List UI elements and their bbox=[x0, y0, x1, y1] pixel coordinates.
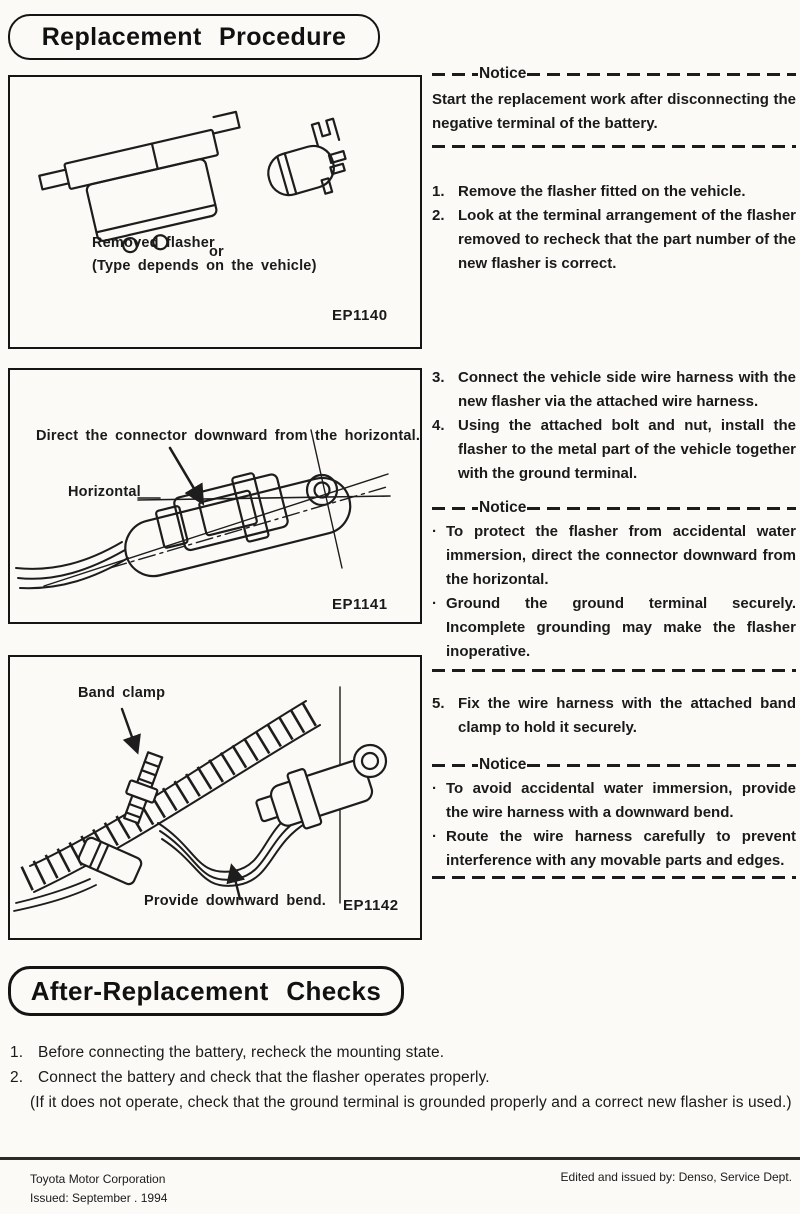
check-number: 2. bbox=[10, 1069, 24, 1086]
notice-1-text: Start the replacement work after disconnecting the negative terminal of the battery. bbox=[432, 91, 796, 132]
notice-label: Notice bbox=[479, 756, 527, 773]
step-text: Using the attached bolt and nut, install the flasher to the metal part of the vehicle together with the ground terminal. bbox=[458, 417, 796, 482]
footer-left bbox=[30, 1170, 167, 1208]
figure-ep1141 bbox=[8, 368, 422, 624]
step-text: Fix the wire harness with the attached band clamp to hold it securely. bbox=[458, 695, 796, 736]
bullet-text: To avoid accidental water immersion, provide the wire harness with a downward bend. bbox=[446, 780, 796, 821]
dash-line bbox=[432, 764, 478, 767]
footer-rule bbox=[0, 1157, 800, 1160]
footer-company: Toyota Motor Corporation bbox=[30, 1172, 166, 1186]
dashed-separator bbox=[432, 145, 796, 148]
step-4 bbox=[432, 414, 796, 486]
check-1 bbox=[10, 1040, 792, 1065]
figure-caption-line1: Removed flasher bbox=[92, 235, 215, 251]
notice-heading-1 bbox=[432, 62, 796, 86]
footer-issued: Issued: September . 1994 bbox=[30, 1191, 168, 1205]
dashed-separator bbox=[432, 876, 796, 879]
after-replacement-checks-list bbox=[10, 1040, 792, 1115]
downward-bend-label: Provide downward bend. bbox=[144, 893, 326, 909]
bullet-text: Route the wire harness carefully to prevent interference with any movable parts and edges. bbox=[446, 828, 796, 869]
notice-heading-3 bbox=[432, 753, 796, 777]
horizontal-label: Horizontal bbox=[68, 484, 141, 500]
check-number: 1. bbox=[10, 1044, 24, 1061]
step-2 bbox=[432, 204, 796, 276]
check-text: Before connecting the battery, recheck the mounting state. bbox=[38, 1044, 445, 1061]
bullet-dot: · bbox=[432, 828, 437, 845]
figure-code: EP1142 bbox=[343, 897, 399, 914]
step-text: Remove the flasher fitted on the vehicle. bbox=[458, 183, 746, 200]
footer-editor: Edited and issued by: Denso, Service Dept. bbox=[560, 1170, 792, 1184]
band-clamp-label: Band clamp bbox=[78, 685, 166, 701]
section-title-replacement-procedure bbox=[8, 14, 380, 60]
bullet-text: To protect the flasher from accidental water immersion, direct the connector downward from the horizontal. bbox=[446, 523, 796, 588]
steps-1-2 bbox=[432, 180, 796, 276]
bullet-text: Ground the ground terminal securely. Incomplete grounding may make the flasher inoperative. bbox=[446, 595, 796, 660]
dash-line bbox=[432, 507, 478, 510]
notice-2-items bbox=[432, 520, 796, 664]
step-5-wrap bbox=[432, 692, 796, 740]
dash-line bbox=[527, 507, 796, 510]
figure-code: EP1141 bbox=[332, 596, 388, 613]
step-number: 1. bbox=[432, 183, 445, 200]
figure-ep1140 bbox=[8, 75, 422, 349]
figure-ep1142 bbox=[8, 655, 422, 940]
step-5 bbox=[432, 692, 796, 740]
step-number: 4. bbox=[432, 417, 445, 434]
section-title-text: After-Replacement Checks bbox=[30, 975, 382, 1006]
notice-label: Notice bbox=[479, 65, 527, 82]
notice-3-items bbox=[432, 777, 796, 873]
step-1 bbox=[432, 180, 796, 204]
section-title-text: Replacement Procedure bbox=[41, 22, 347, 51]
check-2 bbox=[10, 1065, 792, 1115]
dash-line bbox=[432, 73, 478, 76]
dash-line bbox=[527, 764, 796, 767]
bullet-dot: · bbox=[432, 523, 437, 540]
figure-code: EP1140 bbox=[332, 307, 388, 324]
notice-bullet bbox=[432, 825, 796, 873]
step-number: 5. bbox=[432, 695, 445, 712]
notice-bullet bbox=[432, 592, 796, 664]
notice-bullet bbox=[432, 520, 796, 592]
check-text: Connect the battery and check that the flasher operates properly. bbox=[38, 1069, 490, 1086]
dashed-separator bbox=[432, 669, 796, 672]
step-3 bbox=[432, 366, 796, 414]
step-text: Look at the terminal arrangement of the flasher removed to recheck that the part number of the new flasher is correct. bbox=[458, 207, 796, 272]
bullet-dot: · bbox=[432, 595, 437, 612]
procedure-text-column bbox=[432, 62, 796, 879]
dash-line bbox=[527, 73, 796, 76]
step-number: 2. bbox=[432, 207, 445, 224]
bullet-dot: · bbox=[432, 780, 437, 797]
check-note: (If it does not operate, check that the ground terminal is grounded properly and a correct new flasher is used.) bbox=[30, 1094, 792, 1111]
or-label: or bbox=[209, 244, 224, 260]
notice-heading-2 bbox=[432, 496, 796, 520]
notice-label: Notice bbox=[479, 499, 527, 516]
steps-3-4 bbox=[432, 366, 796, 486]
connector-direction-label: Direct the connector downward from the horizontal. bbox=[36, 428, 421, 444]
notice-bullet bbox=[432, 777, 796, 825]
step-number: 3. bbox=[432, 369, 445, 386]
check-text-wrap bbox=[30, 1065, 792, 1115]
section-title-after-replacement-checks bbox=[8, 966, 404, 1016]
figure-caption-line2: (Type depends on the vehicle) bbox=[92, 258, 317, 274]
step-text: Connect the vehicle side wire harness with the new flasher via the attached wire harness. bbox=[458, 369, 796, 410]
